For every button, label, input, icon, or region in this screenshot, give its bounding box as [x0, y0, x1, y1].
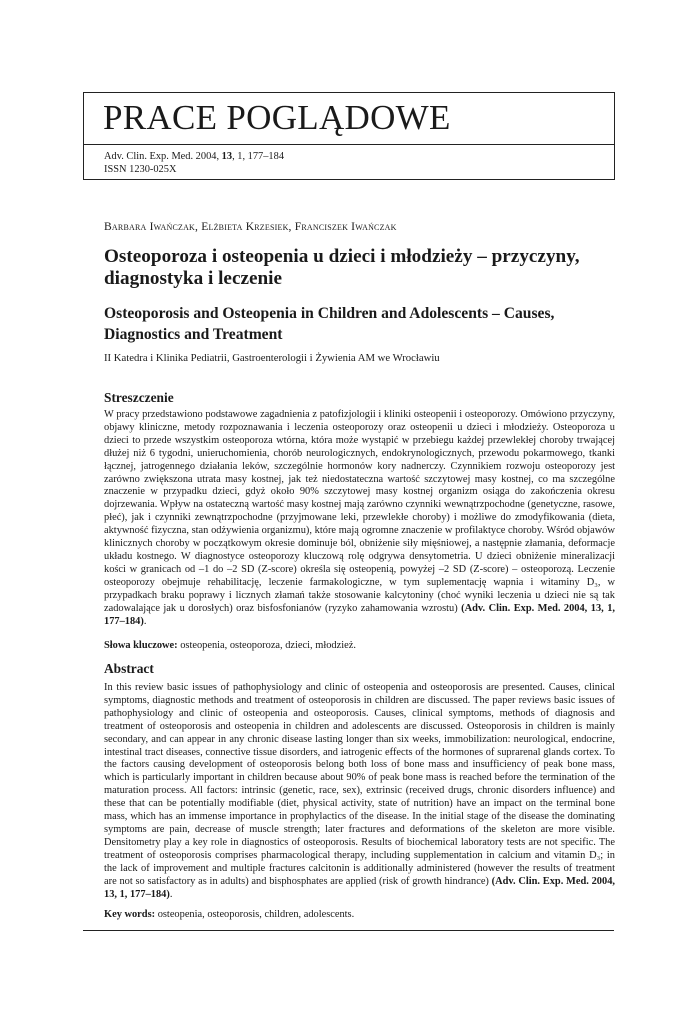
streszczenie-end: .: [143, 615, 147, 627]
journal-citation: [104, 151, 284, 163]
abstract-body: [104, 682, 615, 901]
abstract-heading: Abstract: [104, 661, 154, 676]
journal-name: Adv. Clin. Exp. Med. 2004,: [104, 151, 222, 162]
abstract-end: .: [169, 888, 173, 900]
journal-issue-pages: , 1, 177–184: [232, 151, 285, 162]
journal-volume: 13: [221, 151, 233, 162]
abstract-citation: (Adv. Clin. Exp. Med. 2004, 13, 1, 177–184): [104, 875, 615, 900]
section-title: PRACE POGLĄDOWE: [103, 98, 451, 137]
slowa-kluczowe-label: Słowa kluczowe:: [104, 640, 178, 651]
streszczenie-body: [104, 409, 615, 628]
key-words: [104, 909, 354, 920]
streszczenie-text: W pracy przedstawiono podstawowe zagadnienia z patofizjologii i kliniki osteopenii i osteoporozy. Omówiono przyczyny, objawy kliniczne, metody rozpoznawania i leczenia osteoporozy oraz osteopenii u dzieci i młodzieży. Osteoporoza u dzieci to przede wszystkim osteoporoza wtórna, która może wystąpić w przebiegu każdej przewlekłej choroby trwającej dłużej niż 6 tygodni, unieruchomienia, chorób neurologicznych, endokrynologicznych, przewodu pokarmowego, tkanki łącznej, jatrogennego działania leków, szczególnie hormonów kory nadnerczy. Czynnikiem rozwoju osteoporozy jest zarówno zwiększona utrata masy kostnej, jak też niedostateczna wartość szczytowej masy kostnej, co ma szczególne znaczenie w przypadku dzieci, gdyż około 90% szczytowej masy kostnej organizm osiąga do zakończenia okresu dojrzewania. Wpływ na ostateczną wartość masy kostnej mają zarówno czynniki wewnątrzpochodne (genetyczne, rasowe, płeć), jak i czynniki zewnątrzpochodne (przyjmowane leki, przewlekłe choroby) i możliwe do zmodyfikowania (dieta, aktywność fizyczna, stan odżywienia organizmu), które mają ogromne znaczenie w profilaktyce choroby. Wśród objawów klinicznych choroby w początkowym okresie dominuje ból, obniżenie siły mięśniowej, a następnie złamania, deformacje układu kostnego. W diagnostyce osteoporozy kluczową rolę odgrywa densytometria. U dzieci obniżenie mineralizacji kości w granicach od –1 do –2 SD (Z-score) określa się osteopenią, powyżej –2 SD (Z-score) – osteoporozą. Leczenie osteoporozy obejmuje rehabilitację, leczenie farmakologiczne, w tym suplementację wapnia i witaminy D₃, w przypadkach braku poprawy i licznych złamań także stosowanie kalcytoniny (choć wyniki leczenia u dzieci nie są tak zadowalające jak u dorosłych) oraz bisfosfonianów (ryzyko zahamowania wzrostu): [104, 409, 615, 614]
authors: Barbara Iwańczak, Elżbieta Krzesiek, Franciszek Iwańczak: [104, 220, 397, 233]
abstract-text: In this review basic issues of pathophysiology and clinic of osteopenia and osteoporosis are presented. Causes, clinical symptoms, diagnostic methods and treatment of osteoporosis in children are discussed. The paper reviews basic issues of pathophysiology and clinic of osteopenia and osteoporosis. Causes, clinical symptoms, methods of diagnosis and treatment of osteoporosis and osteopenia in children and adolescents are discussed. Osteoporosis in children is mainly secondary, and can appear in any chronic disease lasting longer than six weeks, immobilization: neurological, endocrine, intestinal tract diseases, connective tissue disorders, and iatrogenic effects of the hormones of suprarenal glands cortex. To the factors causing development of osteoporosis belong both loss of bone mass and insufficiency of peak bone mass, which is particularly important in children because about 90% of peak bone mass is reached before the termination of the maturation process. All factors: intrinsic (genetic, race, sex), extrinsic (received drugs, chronic disorders influence) and these that can be potentially modifiable (diet, physical activity, state of nutrition) have an impact on the terminal bone mass, which has an immense importance in prophylactics of the disease. In the initial stage of the disease the dominating symptoms are pain, decrease of muscle strength; later fractures and deformations of the skeleton are more visible. Densitometry play a key role in diagnostics of osteoporosis. Results of biochemical laboratory tests are not specific. The treatment of osteoporosis comprises pharmacological therapy, including supplementation in calcium and vitamin D₃; in the lack of improvement and multiple fractures calcitonin is additionally administered (however the results of treatment are not so satisfactory as in adults) and bisphosphates are applied (risk of growth hindrance): [104, 682, 615, 887]
slowa-kluczowe: [104, 640, 356, 651]
title-english: Osteoporosis and Osteopenia in Children and Adolescents – Causes, Diagnostics and Treatment: [104, 305, 555, 343]
title-polish: Osteoporoza i osteopenia u dzieci i młodzieży – przyczyny, diagnostyka i leczenie: [104, 246, 580, 289]
bottom-divider: [83, 930, 614, 931]
streszczenie-heading: Streszczenie: [104, 390, 174, 405]
streszczenie-citation: (Adv. Clin. Exp. Med. 2004, 13, 1, 177–184): [104, 602, 615, 627]
key-words-label: Key words:: [104, 909, 156, 920]
header-divider: [83, 144, 614, 145]
affiliation: II Katedra i Klinika Pediatrii, Gastroenterologii i Żywienia AM we Wrocławiu: [104, 352, 440, 364]
slowa-kluczowe-text: osteopenia, osteoporoza, dzieci, młodzież.: [177, 640, 356, 651]
issn: ISSN 1230-025X: [104, 164, 177, 175]
key-words-text: osteopenia, osteoporosis, children, adolescents.: [155, 909, 355, 920]
